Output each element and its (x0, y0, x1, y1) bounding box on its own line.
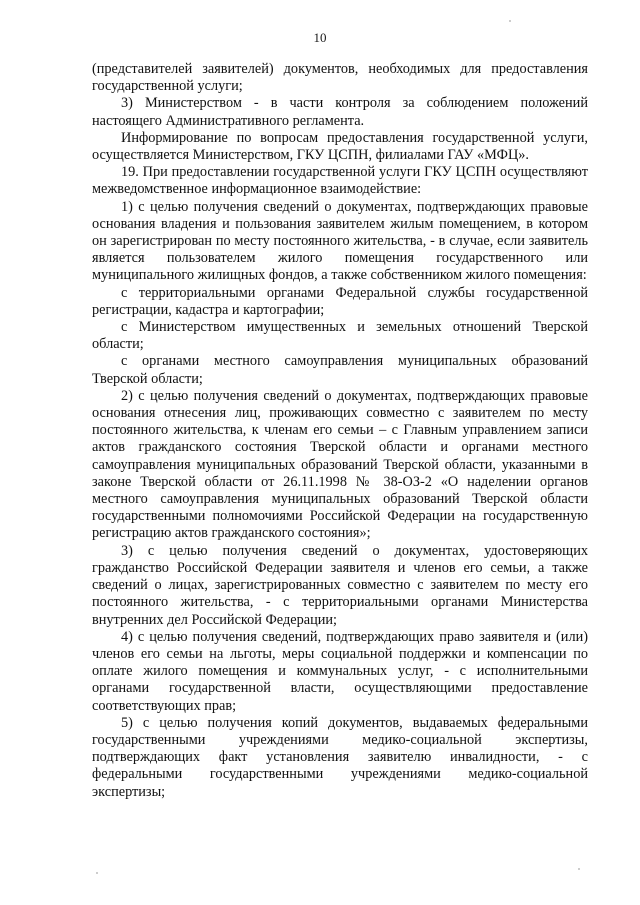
paragraph-ministry-property: с Министерством имущественных и земельных отношений Тверской области; (92, 319, 588, 353)
paragraph-local-government: с органами местного самоуправления муниципальных образований Тверской области; (92, 353, 588, 387)
paragraph-rosreestr: с территориальными органами Федеральной службы государственной регистрации, кадастра и картографии; (92, 284, 588, 318)
page-number: 10 (313, 30, 327, 45)
paragraph-item-3-ministry: 3) Министерством - в части контроля за соблюдением положений настоящего Административного регламента. (92, 95, 588, 129)
paragraph-item-3-citizenship: 3) с целью получения сведений о документах, удостоверяющих гражданство Российской Федерации заявителя и членов его семьи, а также сведений о лицах, зарегистрированных совместно с заявителем по месту его постоянного жительства, - с территориальными органами Министерства внутренних дел Российской Федерации; (92, 542, 588, 628)
paragraph-item-5: 5) с целью получения копий документов, выдаваемых федеральными государственными учреждениями медико-социальной экспертизы, подтверждающих факт установления заявителю инвалидности, - с федеральными государственными учреждениями медико-социальной экспертизы; (92, 714, 588, 800)
scan-speck (509, 20, 511, 22)
scan-speck (578, 868, 580, 870)
paragraph-item-2: 2) с целью получения сведений о документах, подтверждающих правовые основания отнесения лиц, проживающих совместно с заявителем по месту постоянного жительства, к членам его семьи – с Главным управлением записи актов гражданского состояния Тверской области и органами местного самоуправления муниципальных образований Тверской области, указанными в законе Тверской области от 26.11.1998 № 38-ОЗ-2 «О наделении органов местного самоуправления муниципальных образований Тверской области государственными полномочиями Российской Федерации на государственную регистрацию актов гражданского состояния»; (92, 387, 588, 542)
paragraph-item-4: 4) с целью получения сведений, подтверждающих право заявителя и (или) членов его семьи на льготы, меры социальной поддержки и компенсации по оплате жилого помещения и коммунальных услуг, - с исполнительными органами государственной власти, осуществляющими предоставление соответствующих прав; (92, 628, 588, 714)
paragraph-informing: Информирование по вопросам предоставления государственной услуги, осуществляется Министерством, ГКУ ЦСПН, филиалами ГАУ «МФЦ». (92, 129, 588, 164)
paragraph-clause-19: 19. При предоставлении государственной услуги ГКУ ЦСПН осуществляют межведомственное информационное взаимодействие: (92, 164, 588, 198)
paragraph-continuation: (представителей заявителей) документов, необходимых для предоставления государственной услуги; (92, 61, 588, 95)
document-body (92, 61, 588, 801)
scan-speck (96, 872, 98, 874)
paragraph-item-1: 1) с целью получения сведений о документах, подтверждающих правовые основания владения и пользования заявителем жилым помещением, в котором он зарегистрирован по месту постоянного жительства, - в случае, если заявитель является пользователем жилого помещения государственного или муниципального жилищных фондов, а также собственником жилого помещения: (92, 198, 588, 284)
